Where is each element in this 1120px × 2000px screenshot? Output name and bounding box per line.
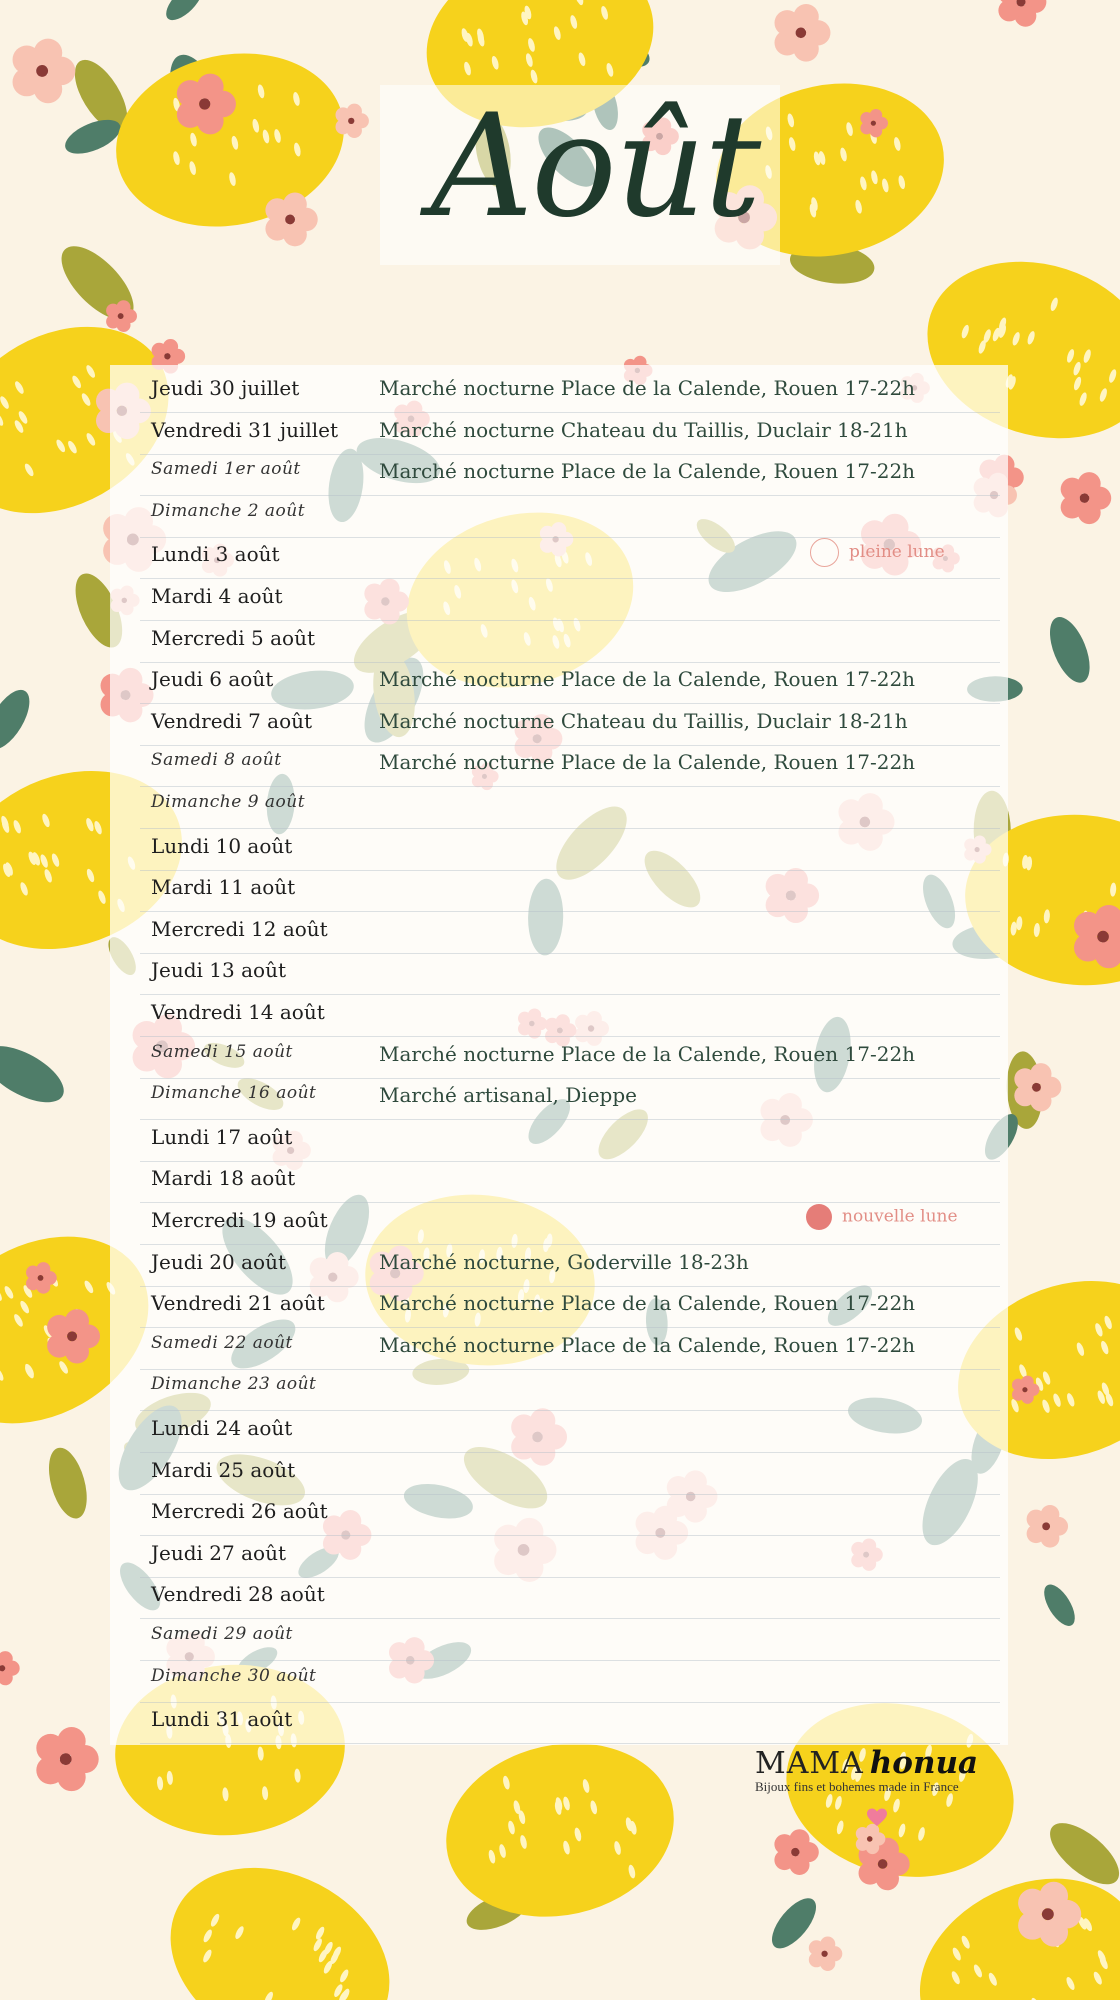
flower-petal: [1039, 1882, 1068, 1911]
heart-icon: [865, 1805, 889, 1829]
flower-petal: [283, 193, 307, 217]
leaf-shape: [0, 1035, 72, 1114]
brand-logo: [755, 1745, 1015, 1835]
agenda-day: Mardi 18 août: [151, 1166, 296, 1191]
flower-center: [1042, 1908, 1054, 1920]
flower-center: [791, 1848, 799, 1856]
agenda-day: Vendredi 28 août: [151, 1582, 325, 1607]
flower-center: [1032, 1083, 1041, 1092]
agenda-day: Samedi 8 août: [151, 750, 282, 771]
agenda-day: Dimanche 9 août: [151, 792, 306, 812]
agenda-sheet: [110, 365, 1008, 1745]
flower-petal: [793, 4, 818, 29]
flower-center: [871, 121, 876, 126]
brand-script: honua: [869, 1745, 979, 1781]
agenda-day: Samedi 29 août: [151, 1624, 293, 1644]
agenda-day: Lundi 24 août: [151, 1416, 293, 1440]
flower-center: [60, 1753, 72, 1765]
flower-center: [1022, 1387, 1027, 1392]
flower-center: [348, 118, 354, 124]
agenda-day: Lundi 10 août: [151, 833, 293, 858]
agenda-event: Marché nocturne Place de la Calende, Rouen 17-22h: [379, 1291, 916, 1316]
agenda-day: Dimanche 30 août: [151, 1665, 317, 1686]
agenda-event: Marché artisanal, Dieppe: [379, 1083, 637, 1108]
flower-center: [1080, 493, 1090, 503]
flower-center: [199, 98, 210, 109]
agenda-day: Dimanche 23 août: [151, 1374, 317, 1395]
flower-petal: [1021, 1376, 1033, 1388]
flower-petal: [65, 1309, 89, 1333]
agenda-day: Vendredi 31 juillet: [151, 417, 339, 442]
agenda-day: Samedi 1er août: [151, 459, 301, 480]
agenda-day: Dimanche 16 août: [151, 1083, 317, 1104]
agenda-day: Samedi 22 août: [151, 1332, 293, 1353]
flower-center: [796, 28, 807, 39]
leaf-shape: [160, 0, 208, 26]
flower-center: [1042, 1522, 1050, 1530]
agenda-day: Jeudi 13 août: [151, 958, 286, 983]
flower-center: [36, 65, 48, 77]
agenda-day: Jeudi 30 juillet: [151, 376, 300, 400]
full-moon-label: pleine lune: [849, 542, 945, 563]
brand-tagline: Bijoux fins et bohemes made in France: [755, 1779, 959, 1794]
agenda-event: Marché nocturne Place de la Calende, Rouen 17-22h: [379, 1332, 916, 1357]
agenda-day: Dimanche 2 août: [151, 500, 306, 521]
leaf-shape: [1042, 612, 1098, 689]
new-moon-label: nouvelle lune: [842, 1206, 958, 1227]
agenda-day: Mardi 11 août: [151, 875, 296, 900]
agenda-event: Marché nocturne, Goderville 18-23h: [379, 1249, 749, 1274]
flower-petal: [347, 104, 362, 119]
agenda-day: Vendredi 14 août: [151, 1000, 325, 1024]
agenda-day: Jeudi 6 août: [151, 667, 274, 692]
agenda-day: Lundi 31 août: [151, 1707, 293, 1732]
flower-petal: [117, 300, 131, 314]
agenda-event: Marché nocturne Chateau du Taillis, Duclair 18-21h: [379, 417, 908, 442]
flower-petal: [197, 74, 224, 101]
flower-petal: [820, 1937, 835, 1952]
agenda-day: Mercredi 12 août: [151, 916, 328, 941]
agenda-day: Vendredi 21 août: [151, 1291, 325, 1316]
flower-petal: [870, 109, 883, 122]
lemon-shape: [429, 1722, 691, 1938]
lemon-shape: [100, 33, 360, 247]
agenda-event: Marché nocturne Place de la Calende, Rouen 17-22h: [379, 667, 916, 692]
agenda-day: Lundi 17 août: [151, 1124, 293, 1149]
flower-petal: [163, 339, 178, 354]
agenda-day: Mercredi 5 août: [151, 625, 315, 650]
flower-center: [67, 1331, 77, 1341]
flower-petal: [36, 1262, 50, 1276]
flower-petal: [57, 1727, 85, 1755]
flower-center: [867, 1836, 873, 1842]
flower-center: [1097, 931, 1109, 943]
agenda-day: Vendredi 7 août: [151, 708, 313, 733]
flower-center: [878, 1859, 888, 1869]
agenda-day: Mardi 25 août: [151, 1457, 296, 1482]
agenda-day: Samedi 15 août: [151, 1041, 293, 1062]
flower-center: [118, 313, 124, 319]
flower-petal: [1041, 1505, 1060, 1524]
agenda-day: Mercredi 26 août: [151, 1499, 328, 1524]
lemon-shape: [139, 1832, 421, 2000]
flower-center: [285, 214, 295, 224]
flower-center: [821, 1951, 827, 1957]
flower-petal: [1078, 472, 1101, 495]
flower-petal: [34, 39, 62, 67]
leaf-shape: [1038, 1580, 1081, 1631]
agenda-day: Mercredi 19 août: [151, 1208, 328, 1232]
brand-name: MAMA: [755, 1746, 864, 1781]
agenda-day: Mardi 4 août: [151, 584, 283, 608]
agenda-event: Marché nocturne Place de la Calende, Rouen 17-22h: [379, 1041, 916, 1066]
flower-center: [164, 353, 170, 359]
agenda-day: Jeudi 20 août: [151, 1249, 286, 1274]
flower-petal: [1030, 1063, 1051, 1084]
agenda-event: Marché nocturne Place de la Calende, Rouen 17-22h: [379, 459, 916, 484]
agenda-event: Marché nocturne Place de la Calende, Rouen 17-22h: [379, 376, 916, 400]
leaf-shape: [42, 1443, 94, 1522]
agenda-event: Marché nocturne Place de la Calende, Rouen 17-22h: [379, 750, 916, 775]
agenda-day: Jeudi 27 août: [151, 1540, 286, 1565]
flower-center: [38, 1275, 44, 1281]
agenda-day: Lundi 3 août: [151, 542, 280, 567]
agenda-event: Marché nocturne Chateau du Taillis, Duclair 18-21h: [379, 708, 908, 733]
leaf-shape: [0, 683, 38, 756]
page-title: Août: [430, 84, 760, 249]
